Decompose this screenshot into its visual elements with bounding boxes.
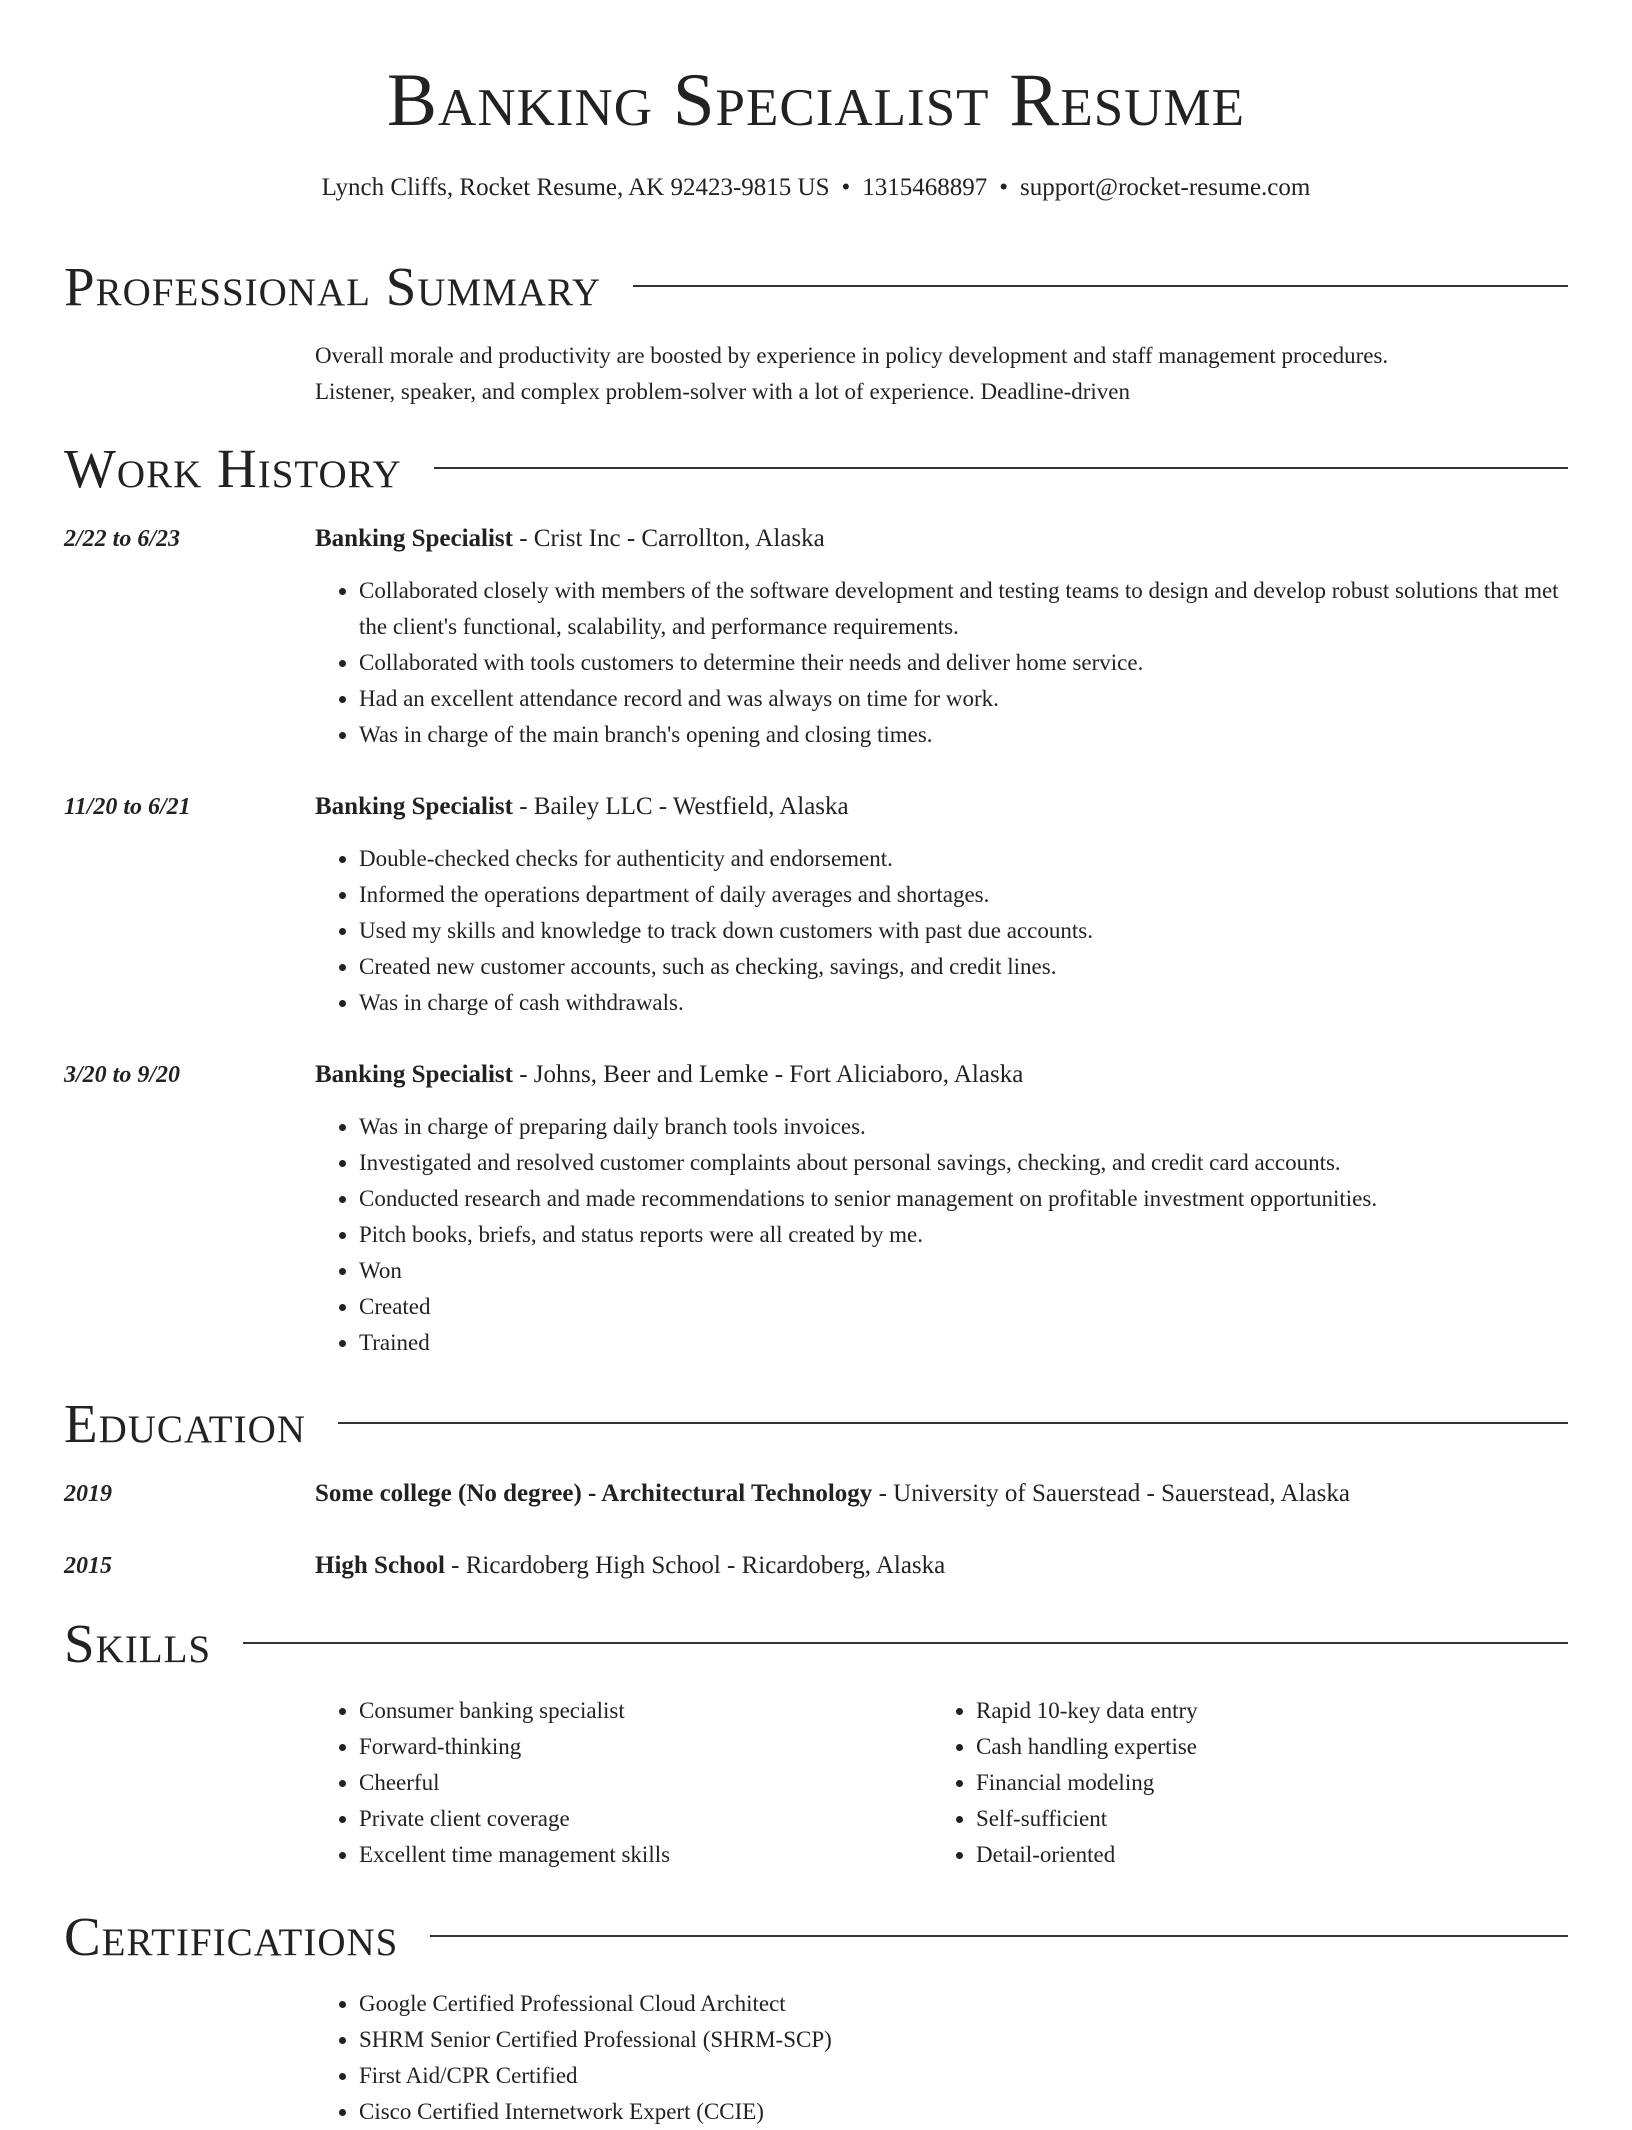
list-item: • Self-sufficient <box>976 1801 1556 1837</box>
summary-line: Listener, speaker, and complex problem-solver with a lot of experience. Deadline-driven <box>315 379 1130 404</box>
section-divider <box>633 285 1568 287</box>
list-item: • Detail-oriented <box>976 1837 1556 1873</box>
summary-section-header <box>64 254 1568 318</box>
contact-email: support@rocket-resume.com <box>1020 174 1311 201</box>
list-item: • Informed the operations department of daily averages and shortages. <box>359 877 1568 913</box>
list-item: • Cash handling expertise <box>976 1729 1556 1765</box>
job-details: - Crist Inc - Carrollton, Alaska <box>512 525 825 552</box>
list-item: • Investigated and resolved customer complaints about personal savings, checking, and credit card accounts. <box>359 1145 1568 1181</box>
list-item: • Created new customer accounts, such as checking, savings, and credit lines. <box>359 949 1568 985</box>
section-divider <box>243 1642 1568 1644</box>
job-dates: 2/22 to 6/23 <box>64 526 181 552</box>
contact-separator: • <box>841 174 851 201</box>
skills-column-left <box>315 1693 919 1873</box>
job-title: Banking Specialist <box>315 793 513 820</box>
job-heading <box>315 1057 1568 1093</box>
education-details: - Ricardoberg High School - Ricardoberg, Alaska <box>444 1552 946 1579</box>
education-year: 2015 <box>64 1553 112 1579</box>
job-dates: 3/20 to 9/20 <box>64 1062 181 1088</box>
contact-address: Lynch Cliffs, Rocket Resume, AK 92423-9815 US <box>321 174 830 201</box>
list-item: • Had an excellent attendance record and was always on time for work. <box>359 681 1568 717</box>
job-title: Banking Specialist <box>315 1061 513 1088</box>
certifications-list <box>315 1986 1568 2130</box>
job-heading <box>315 521 1568 557</box>
work-section-header <box>64 436 1568 500</box>
list-item: • Collaborated closely with members of the software development and testing teams to design and develop robust solutions that met the client's functional, scalability, and performance requirements. <box>359 573 1568 645</box>
list-item: • Created <box>359 1289 1568 1325</box>
summary-heading: Professional Summary <box>64 255 602 317</box>
list-item: • Financial modeling <box>976 1765 1556 1801</box>
list-item: • Forward-thinking <box>359 1729 919 1765</box>
contact-line <box>0 174 1632 202</box>
contact-phone: 1315468897 <box>862 174 988 201</box>
list-item: • Google Certified Professional Cloud Architect <box>359 1986 1568 2022</box>
education-degree: High School <box>315 1552 445 1579</box>
list-item: • Conducted research and made recommendations to senior management on profitable investment opportunities. <box>359 1181 1568 1217</box>
list-item: • Private client coverage <box>359 1801 919 1837</box>
job-bullets <box>315 841 1568 1021</box>
education-details: - University of Sauerstead - Sauerstead, Alaska <box>872 1480 1350 1507</box>
list-item: • Used my skills and knowledge to track down customers with past due accounts. <box>359 913 1568 949</box>
job-title: Banking Specialist <box>315 525 513 552</box>
section-divider <box>338 1422 1568 1424</box>
summary-text <box>315 338 1568 410</box>
work-heading: Work History <box>64 437 402 499</box>
list-item: • Cisco Certified Internetwork Expert (CCIE) <box>359 2094 1568 2130</box>
section-divider <box>434 467 1568 469</box>
contact-separator: • <box>999 174 1009 201</box>
list-item: • Pitch books, briefs, and status reports were all created by me. <box>359 1217 1568 1253</box>
list-item: • Double-checked checks for authenticity and endorsement. <box>359 841 1568 877</box>
section-divider <box>430 1935 1568 1937</box>
job-bullets <box>315 1109 1568 1361</box>
list-item: • Rapid 10-key data entry <box>976 1693 1556 1729</box>
certifications-section-header <box>64 1904 1568 1968</box>
list-item: • Cheerful <box>359 1765 919 1801</box>
list-item: • Was in charge of preparing daily branch tools invoices. <box>359 1109 1568 1145</box>
list-item: • Consumer banking specialist <box>359 1693 919 1729</box>
job-heading <box>315 789 1568 825</box>
education-heading: Education <box>64 1392 306 1454</box>
certifications-heading: Certifications <box>64 1905 399 1967</box>
list-item: • SHRM Senior Certified Professional (SHRM-SCP) <box>359 2022 1568 2058</box>
job-dates: 11/20 to 6/21 <box>64 794 191 820</box>
education-entry <box>315 1476 1568 1512</box>
summary-line: Overall morale and productivity are boosted by experience in policy development and staff management procedures. <box>315 343 1389 368</box>
education-section-header <box>64 1391 1568 1455</box>
job-bullets <box>315 573 1568 753</box>
list-item: • Excellent time management skills <box>359 1837 919 1873</box>
job-details: - Bailey LLC - Westfield, Alaska <box>512 793 849 820</box>
list-item: • Trained <box>359 1325 1568 1361</box>
skills-section-header <box>64 1611 1568 1675</box>
list-item: • First Aid/CPR Certified <box>359 2058 1568 2094</box>
list-item: • Collaborated with tools customers to determine their needs and deliver home service. <box>359 645 1568 681</box>
education-degree: Some college (No degree) - Architectural Technology <box>315 1480 873 1507</box>
skills-column-right <box>932 1693 1556 1873</box>
list-item: • Won <box>359 1253 1568 1289</box>
job-details: - Johns, Beer and Lemke - Fort Aliciaboro, Alaska <box>512 1061 1024 1088</box>
list-item: • Was in charge of the main branch's opening and closing times. <box>359 717 1568 753</box>
education-year: 2019 <box>64 1481 112 1507</box>
education-entry <box>315 1548 1568 1584</box>
skills-heading: Skills <box>64 1612 212 1674</box>
resume-title: Banking Specialist Resume <box>387 59 1245 142</box>
list-item: • Was in charge of cash withdrawals. <box>359 985 1568 1021</box>
